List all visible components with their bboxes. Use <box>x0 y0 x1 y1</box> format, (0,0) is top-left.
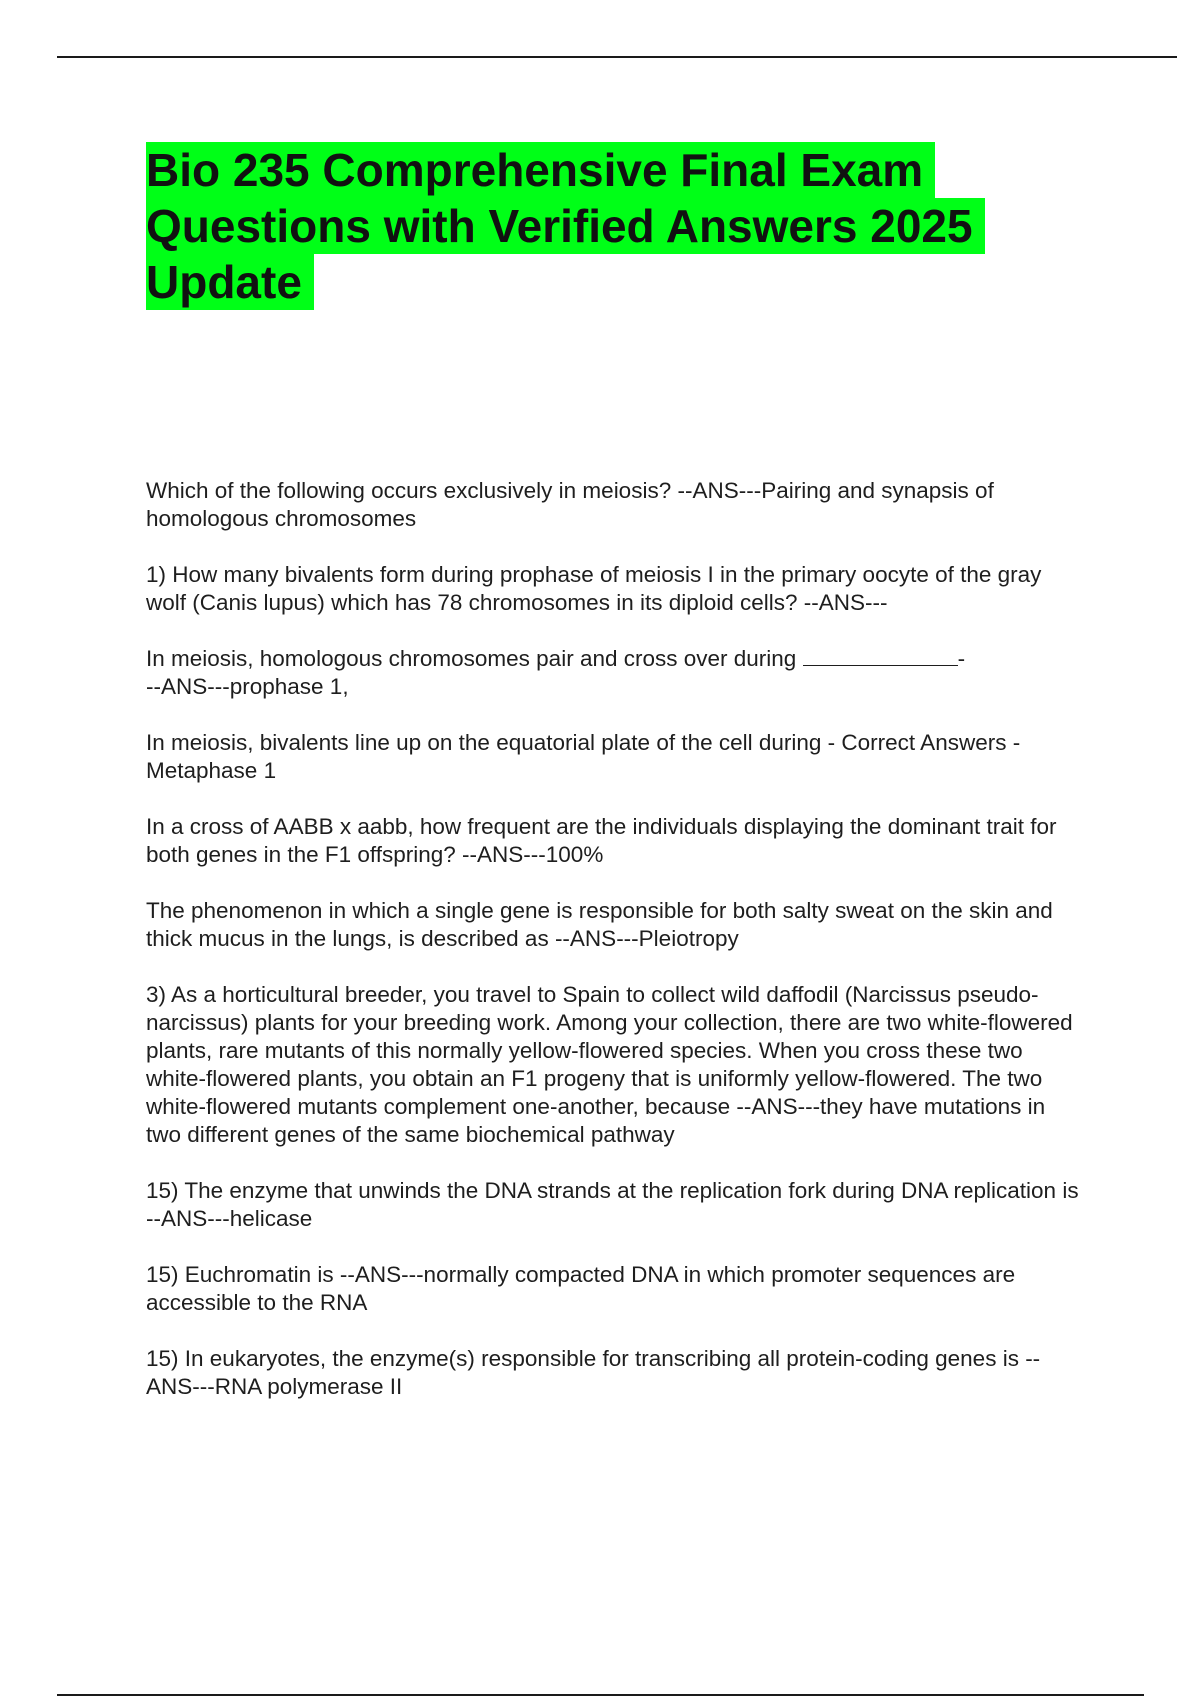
qa-item: 15) Euchromatin is --ANS---normally compacted DNA in which promoter sequences are accessible to the RNA <box>146 1262 1016 1315</box>
blank-question-text: In meiosis, homologous chromosomes pair and cross over during <box>146 646 803 671</box>
qa-item: 3) As a horticultural breeder, you travel to Spain to collect wild daffodil (Narcissus pseudo-narcissus) plants for your breeding work. Among your collection, there are two white-flowered plants, rare mutants of this normally yellow-flowered species. When you cross these two white-flowered plants, you obtain an F1 progeny that is uniformly yellow-flowered. The two white-flowered mutants complement one-another, because --ANS---they have mutations in two different genes of the same biochemical pathway <box>146 982 1073 1147</box>
qa-item: In a cross of AABB x aabb, how frequent are the individuals displaying the dominant trait for both genes in the F1 offspring? --ANS---100% <box>146 814 1057 867</box>
title-highlight: Bio 235 Comprehensive Final Exam Questions with Verified Answers 2025 Update <box>146 142 985 310</box>
qa-item: 15) In eukaryotes, the enzyme(s) responsible for transcribing all protein-coding genes is --ANS---RNA polymerase II <box>146 1346 1041 1399</box>
qa-item: 15) The enzyme that unwinds the DNA strands at the replication fork during DNA replication is --ANS---helicase <box>146 1178 1079 1231</box>
bottom-divider <box>57 1694 1144 1696</box>
qa-item: In meiosis, bivalents line up on the equatorial plate of the cell during - Correct Answers -Metaphase 1 <box>146 730 1021 783</box>
top-divider <box>57 56 1177 58</box>
qa-item: Which of the following occurs exclusively in meiosis? --ANS---Pairing and synapsis of homologous chromosomes <box>146 478 994 531</box>
qa-item: The phenomenon in which a single gene is responsible for both salty sweat on the skin and thick mucus in the lungs, is described as --ANS---Pleiotropy <box>146 898 1053 951</box>
document-title <box>146 142 1046 310</box>
question-list <box>146 477 1086 1429</box>
qa-item: 1) How many bivalents form during prophase of meiosis I in the primary oocyte of the gray wolf (Canis lupus) which has 78 chromosomes in its diploid cells? --ANS--- <box>146 562 1042 615</box>
blank-question-answer: --ANS---prophase 1, <box>146 674 349 699</box>
answer-blank-line <box>803 647 958 666</box>
qa-item-fill-blank: In meiosis, homologous chromosomes pair and cross over during - --ANS---prophase 1, <box>146 646 966 699</box>
